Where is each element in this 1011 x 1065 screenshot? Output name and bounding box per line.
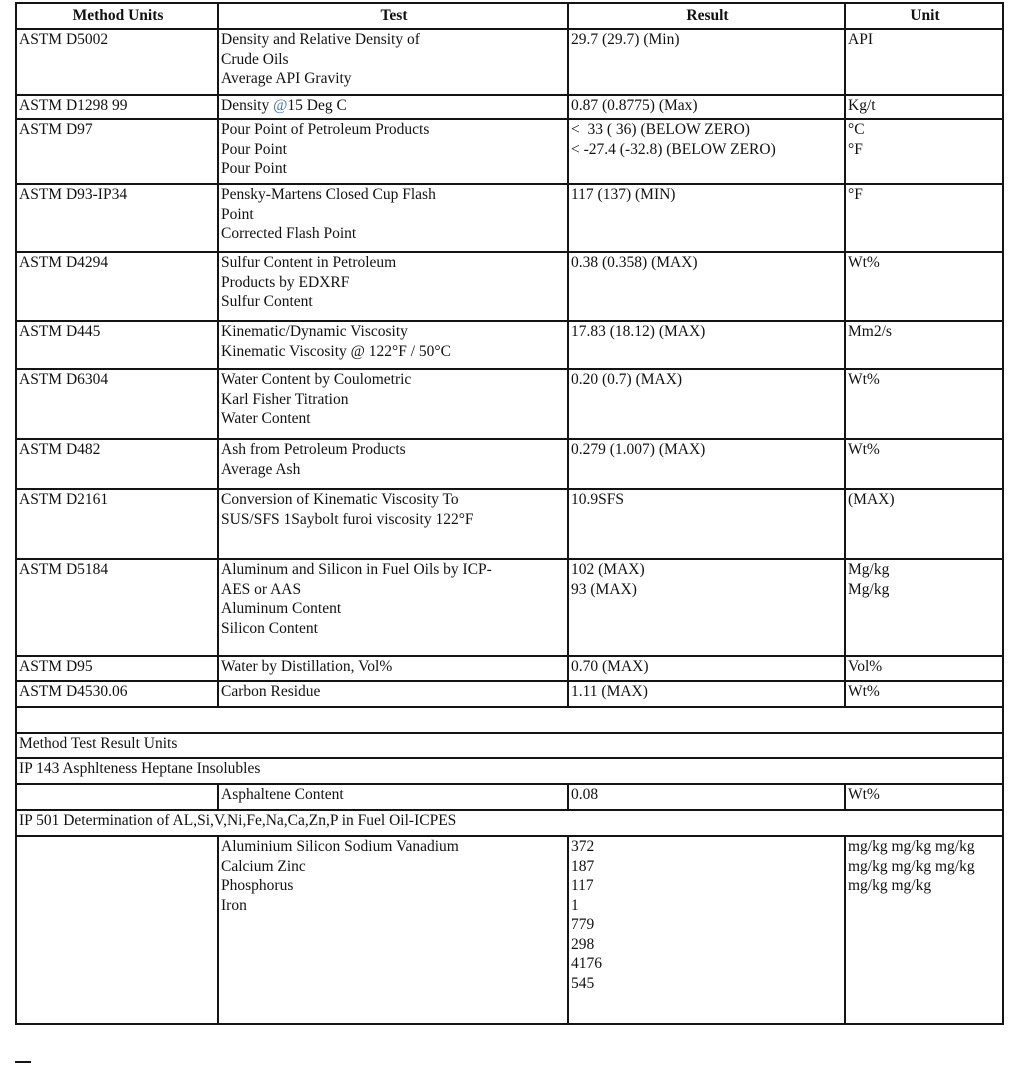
method-cell [16, 836, 218, 1024]
test-line: Sulfur Content in Petroleum [221, 254, 397, 271]
test-cell [218, 369, 568, 439]
blank-row [16, 707, 1003, 733]
result-line: 0.20 (0.7) (MAX) [571, 371, 683, 388]
unit-line: API [848, 31, 873, 48]
result-cell [568, 439, 845, 489]
result-line: 0.38 (0.358) (MAX) [571, 254, 698, 271]
table-row [16, 559, 1003, 656]
unit-line: Mm2/s [848, 323, 892, 340]
unit-cell [845, 321, 1003, 369]
table-row [16, 836, 1003, 1024]
test-results-table [15, 2, 1004, 1025]
result-cell [568, 29, 845, 95]
method-cell [16, 784, 218, 810]
result-cell [568, 252, 845, 321]
unit-line: mg/kg mg/kg mg/kg [848, 857, 975, 875]
result-line: 0.70 (MAX) [571, 658, 649, 675]
header-row [16, 3, 1003, 29]
ip501-title-row [16, 810, 1003, 836]
table-row [16, 321, 1003, 369]
ip501-title: IP 501 Determination of AL,Si,V,Ni,Fe,Na,Ca,Zn,P in Fuel Oil-ICPES [16, 810, 1003, 836]
unit-line: Mg/kg [848, 580, 890, 598]
test-cell [218, 119, 568, 184]
test-line: Pour Point of Petroleum Products [221, 121, 430, 138]
unit-line: Wt% [848, 683, 880, 700]
result-cell [568, 321, 845, 369]
result-line: 298 [571, 935, 595, 953]
result-line: 17.83 (18.12) (MAX) [571, 323, 706, 340]
result-cell [568, 656, 845, 681]
result-line: 10.9SFS [571, 491, 624, 508]
table-row [16, 95, 1003, 119]
result-line: < -27.4 (-32.8) (BELOW ZERO) [571, 140, 776, 158]
test-line: Calcium Zinc [221, 857, 306, 875]
unit-cell [845, 681, 1003, 707]
test-cell: Asphaltene Content [218, 784, 568, 810]
result-cell [568, 369, 845, 439]
table-row [16, 784, 1003, 810]
test-cell [218, 681, 568, 707]
result-line: 93 (MAX) [571, 580, 637, 598]
test-cell [218, 559, 568, 656]
test-text-prefix: Density [221, 97, 274, 114]
at-link[interactable]: @ [273, 97, 288, 114]
table-row [16, 184, 1003, 252]
unit-line: Kg/t [848, 97, 876, 114]
ip143-title: IP 143 Asphlteness Heptane Insolubles [16, 758, 1003, 784]
result-cell [568, 95, 845, 119]
result-line: 1 [571, 896, 579, 914]
section-heading-row [16, 733, 1003, 758]
test-line: SUS/SFS 1Saybolt furoi viscosity 122°F [221, 510, 474, 528]
test-line: Water by Distillation, Vol% [221, 658, 393, 675]
test-line: Carbon Residue [221, 683, 321, 700]
method-cell: ASTM D445 [16, 321, 218, 369]
result-line: 779 [571, 916, 595, 933]
table-row [16, 369, 1003, 439]
unit-line: °C [848, 121, 865, 138]
unit-line: °F [848, 140, 863, 158]
table-row [16, 681, 1003, 707]
test-cell [218, 29, 568, 95]
result-line: 545 [571, 974, 595, 992]
ip143-title-row [16, 758, 1003, 784]
unit-cell [845, 29, 1003, 95]
test-line: Corrected Flash Point [221, 225, 357, 242]
unit-cell [845, 95, 1003, 119]
method-cell: ASTM D2161 [16, 489, 218, 559]
result-line: 117 [571, 877, 594, 894]
test-line: Silicon Content [221, 619, 318, 637]
test-line: Point [221, 205, 254, 223]
test-line: Pour Point [221, 160, 287, 177]
unit-cell [845, 252, 1003, 321]
unit-cell [845, 489, 1003, 559]
header-unit: Unit [845, 3, 1003, 29]
result-line: 0.279 (1.007) (MAX) [571, 441, 706, 458]
table-row [16, 656, 1003, 681]
test-line: Pensky-Martens Closed Cup Flash [221, 186, 436, 203]
unit-line: °F [848, 186, 863, 203]
test-line: Water Content by Coulometric [221, 371, 412, 388]
result-line: 0.87 (0.8775) (Max) [571, 97, 698, 114]
unit-cell [845, 184, 1003, 252]
test-cell [218, 656, 568, 681]
test-line: Aluminum Content [221, 600, 342, 617]
method-cell: ASTM D5184 [16, 559, 218, 656]
test-line: Aluminium Silicon Sodium Vanadium [221, 838, 459, 855]
test-line: Sulfur Content [221, 293, 313, 310]
test-line: Aluminum and Silicon in Fuel Oils by ICP- [221, 561, 492, 578]
result-line: 29.7 (29.7) (Min) [571, 31, 680, 48]
test-line: Water Content [221, 410, 311, 427]
test-line: Pour Point [221, 140, 287, 158]
page-corner-mark [15, 1061, 31, 1063]
table-row [16, 119, 1003, 184]
unit-cell [845, 439, 1003, 489]
result-cell [568, 559, 845, 656]
test-line: Karl Fisher Titration [221, 390, 349, 408]
test-line: Products by EDXRF [221, 273, 350, 291]
test-line: Average API Gravity [221, 70, 352, 87]
unit-line: Wt% [848, 254, 880, 271]
result-line: < 33 ( 36) (BELOW ZERO) [571, 121, 750, 138]
test-line: Iron [221, 896, 247, 914]
result-line: 187 [571, 857, 595, 875]
test-line: Density and Relative Density of [221, 31, 420, 48]
method-cell: ASTM D95 [16, 656, 218, 681]
test-line: Conversion of Kinematic Viscosity To [221, 491, 459, 508]
method-cell: ASTM D6304 [16, 369, 218, 439]
unit-line: mg/kg mg/kg [848, 877, 932, 894]
result-cell: 0.08 [568, 784, 845, 810]
test-line: Kinematic/Dynamic Viscosity [221, 323, 408, 340]
table-row [16, 29, 1003, 95]
unit-line: Vol% [848, 658, 883, 675]
test-cell [218, 184, 568, 252]
test-line: Ash from Petroleum Products [221, 441, 406, 458]
result-cell [568, 184, 845, 252]
unit-cell [845, 559, 1003, 656]
test-line: Crude Oils [221, 50, 289, 68]
unit-cell [845, 369, 1003, 439]
unit-cell [845, 656, 1003, 681]
result-cell [568, 489, 845, 559]
blank-cell [16, 707, 1003, 733]
method-cell: ASTM D4294 [16, 252, 218, 321]
result-cell [568, 681, 845, 707]
test-line: Phosphorus [221, 877, 294, 894]
test-line: Average Ash [221, 460, 301, 478]
table-row [16, 252, 1003, 321]
unit-line: Mg/kg [848, 561, 890, 578]
unit-cell: Wt% [845, 784, 1003, 810]
method-cell: ASTM D97 [16, 119, 218, 184]
test-cell [218, 439, 568, 489]
table-row [16, 489, 1003, 559]
unit-line: Wt% [848, 371, 880, 388]
unit-line: Wt% [848, 441, 880, 458]
header-method-units: Method Units [16, 3, 218, 29]
method-cell: ASTM D5002 [16, 29, 218, 95]
unit-cell [845, 836, 1003, 1024]
method-cell: ASTM D4530.06 [16, 681, 218, 707]
result-line: 117 (137) (MIN) [571, 186, 676, 203]
header-test: Test [218, 3, 568, 29]
table-row [16, 439, 1003, 489]
result-line: 1.11 (MAX) [571, 683, 648, 700]
test-text-suffix: 15 Deg C [287, 97, 347, 114]
result-cell [568, 119, 845, 184]
test-line: Kinematic Viscosity @ 122°F / 50°C [221, 342, 451, 360]
method-cell: ASTM D93-IP34 [16, 184, 218, 252]
test-cell [218, 252, 568, 321]
method-cell: ASTM D1298 99 [16, 95, 218, 119]
method-cell: ASTM D482 [16, 439, 218, 489]
unit-line: mg/kg mg/kg mg/kg [848, 838, 975, 855]
test-cell [218, 489, 568, 559]
header-result: Result [568, 3, 845, 29]
section-heading: Method Test Result Units [16, 733, 1003, 758]
result-line: 4176 [571, 955, 602, 972]
unit-line: (MAX) [848, 491, 895, 508]
result-line: 372 [571, 838, 595, 855]
result-line: 102 (MAX) [571, 561, 645, 578]
test-cell [218, 95, 568, 119]
test-line: AES or AAS [221, 580, 302, 598]
test-cell [218, 321, 568, 369]
unit-cell [845, 119, 1003, 184]
result-cell [568, 836, 845, 1024]
test-cell [218, 836, 568, 1024]
